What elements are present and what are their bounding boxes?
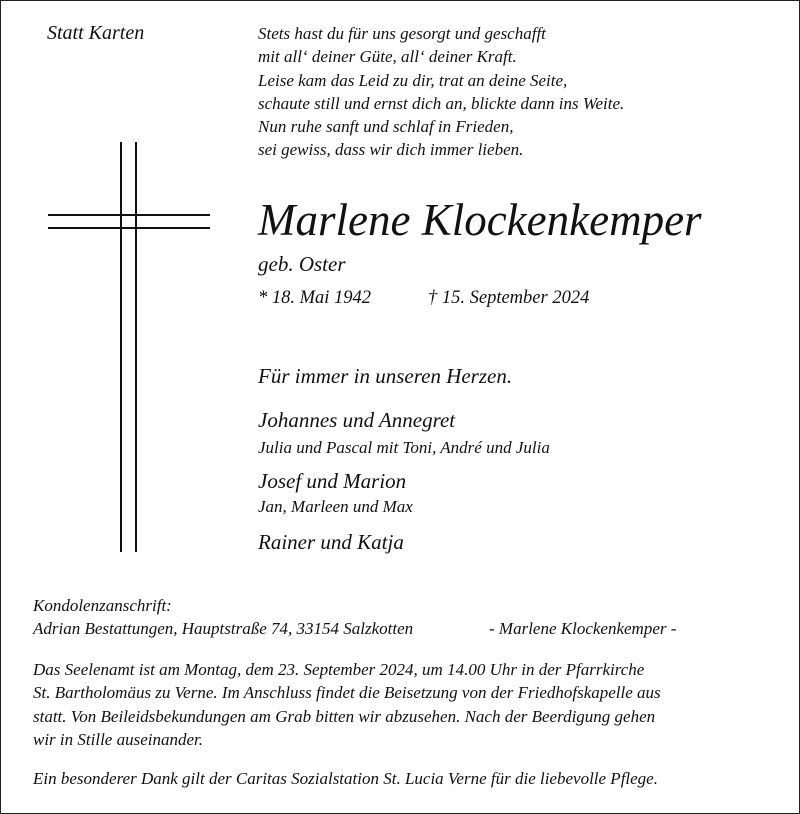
family-name: Johannes und Annegret bbox=[258, 408, 456, 432]
death-date: † 15. September 2024 bbox=[428, 288, 590, 308]
poem-line: schaute still und ernst dich an, blickte dann ins Weite. bbox=[258, 93, 625, 113]
deceased-name: Marlene Klockenkemper bbox=[258, 195, 702, 245]
condolence-address: Adrian Bestattungen, Hauptstraße 74, 33154 Salzkotten bbox=[33, 619, 414, 638]
cross-icon bbox=[48, 142, 210, 552]
family-children: Julia und Pascal mit Toni, André und Julia bbox=[258, 438, 550, 457]
service-line: statt. Von Beileidsbekundungen am Grab bitten wir abzusehen. Nach der Beerdigung gehen bbox=[33, 706, 656, 726]
poem-line: Leise kam das Leid zu dir, trat an deine Seite, bbox=[258, 70, 568, 90]
service-line: Das Seelenamt ist am Montag, dem 23. September 2024, um 14.00 Uhr in der Pfarrkirche bbox=[33, 660, 645, 679]
birth-date: * 18. Mai 1942 bbox=[258, 288, 372, 308]
family-children: Jan, Marleen und Max bbox=[258, 497, 413, 516]
poem-line: Nun ruhe sanft und schlaf in Frieden, bbox=[258, 117, 514, 137]
condolence-reference: - Marlene Klockenkemper - bbox=[489, 619, 677, 638]
motto: Für immer in unseren Herzen. bbox=[258, 364, 513, 388]
service-line: St. Bartholomäus zu Verne. Im Anschluss findet die Beisetzung von der Friedhofskapelle aus bbox=[33, 683, 661, 703]
service-paragraph bbox=[33, 658, 773, 752]
statt-karten-label: Statt Karten bbox=[47, 22, 145, 44]
condolence-label: Kondolenzanschrift: bbox=[33, 596, 172, 615]
family-name: Rainer und Katja bbox=[258, 530, 404, 554]
thanks-line: Ein besonderer Dank gilt der Caritas Sozialstation St. Lucia Verne für die liebevolle Pflege. bbox=[33, 769, 658, 788]
poem bbox=[258, 22, 624, 162]
service-line: wir in Stille auseinander. bbox=[33, 730, 203, 750]
poem-line: mit all‘ deiner Güte, all‘ deiner Kraft. bbox=[258, 47, 517, 67]
birth-name: geb. Oster bbox=[258, 252, 346, 276]
poem-line: Stets hast du für uns gesorgt und geschafft bbox=[258, 24, 546, 43]
poem-line: sei gewiss, dass wir dich immer lieben. bbox=[258, 140, 524, 160]
family-name: Josef und Marion bbox=[258, 469, 407, 493]
